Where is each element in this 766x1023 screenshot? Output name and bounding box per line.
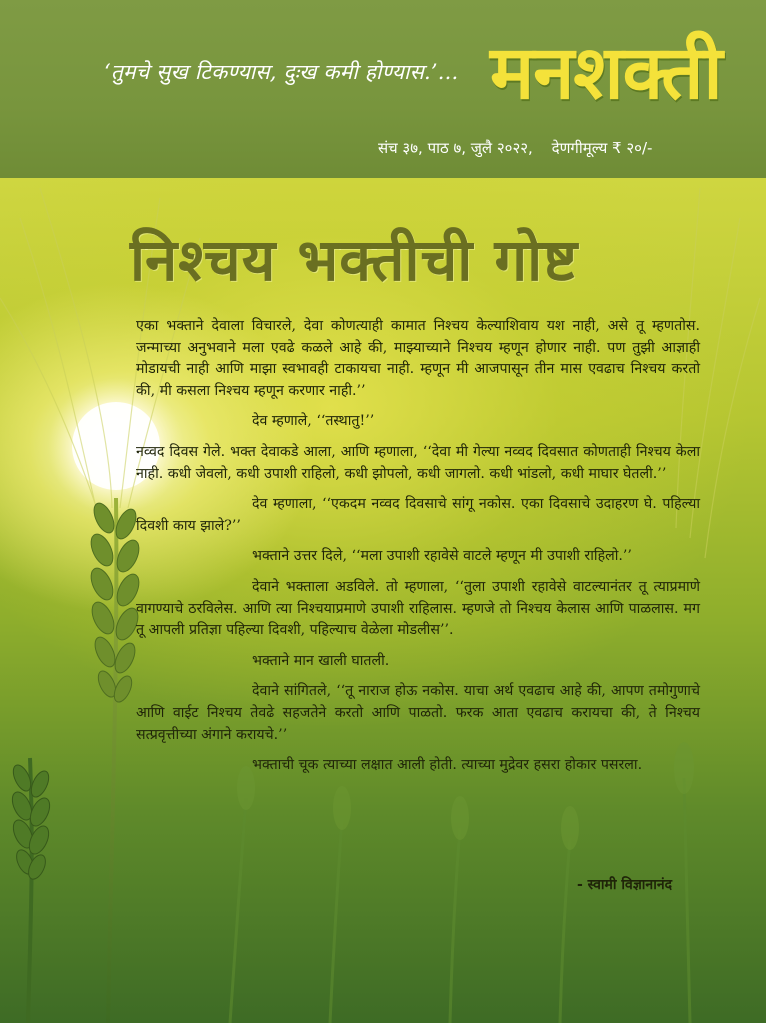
paragraph: देव म्हणाला, ‘‘एकदम नव्वद दिवसाचे सांगू नकोस. एका दिवसाचे उदाहरण घे. पहिल्या दिवशी काय झाले?’’ bbox=[136, 496, 700, 534]
issue-info bbox=[378, 138, 758, 158]
article-body bbox=[136, 316, 700, 786]
cover-image bbox=[0, 178, 766, 1023]
paragraph: भक्ताची चूक त्याच्या लक्षात आली होती. त्याच्या मुद्रेवर हसरा होकार पसरला. bbox=[252, 757, 643, 774]
article-headline: निश्चय भक्तीची गोष्ट bbox=[130, 226, 579, 294]
paragraph: भक्ताने उत्तर दिले, ‘‘मला उपाशी रहावेसे वाटले म्हणून मी उपाशी राहिलो.’’ bbox=[252, 548, 632, 565]
paragraph: भक्ताने मान खाली घातली. bbox=[252, 652, 390, 669]
magazine-title: मनशक्ती bbox=[490, 30, 722, 116]
tagline: ‘तुमचे सुख टिकण्यास, दुःख कमी होण्यास.’... bbox=[104, 60, 459, 84]
wheat-stem-main bbox=[108, 498, 116, 1023]
paragraph: नव्वद दिवस गेले. भक्त देवाकडे आला, आणि म्हणाला, ‘‘देवा मी गेल्या नव्वद दिवसात कोणताही निश्चय केला नाही. कधी जेवलो, कधी उपाशी राहिलो, कधी झोपलो, कधी जागलो. कधी भांडलो, कधी माघार घेतली.’’ bbox=[136, 443, 700, 482]
donation-price: देणगीमूल्य ₹ २०/- bbox=[551, 139, 653, 157]
paragraph: देव म्हणाले, ‘‘तस्थातु!’’ bbox=[252, 413, 375, 430]
author-signature: - स्वामी विज्ञानानंद bbox=[577, 877, 673, 893]
paragraph: एका भक्ताने देवाला विचारले, देवा कोणत्याही कामात निश्चय केल्याशिवाय यश नाही, असे तू म्हणतोस. जन्माच्या अनुभवाने मला एवढे कळले आहे की, माझ्याच्याने निश्चय म्हणून होणार नाही. पण तुझी आज्ञाही मोडायची नाही आणि माझा स्वभावही टाकायचा नाही. म्हणून मी आजपासून तीन मास एवढाच निश्चय करतो की, मी कसला निश्चय म्हणून करणार नाही.’’ bbox=[136, 318, 700, 399]
masthead-banner bbox=[0, 0, 766, 178]
issue-number: संच ३७, पाठ ७, जुलै २०२२, bbox=[378, 139, 533, 157]
paragraph: देवाने सांगितले, ‘‘तू नाराज होऊ नकोस. याचा अर्थ एवढाच आहे की, आपण तमोगुणाचे आणि वाईट निश्चय तेवढे सहजतेने करतो आणि पाळतो. फरक आता एवढाच करायचा की, ते निश्चय सत्प्रवृत्तीच्या अंगाने करायचे.’’ bbox=[136, 683, 700, 743]
paragraph: देवाने भक्ताला अडविले. तो म्हणाला, ‘‘तुला उपाशी रहावेसे वाटल्यानंतर तू त्याप्रमाणे वागण्याचे ठरविलेस. आणि त्या निश्चयाप्रमाणे उपाशी राहिलास. म्हणजे तो निश्चय केलास आणि पाळलास. मग तू आपली प्रतिज्ञा पहिल्या दिवशी, पहिल्याच वेळेला मोडलीस’’. bbox=[136, 578, 700, 639]
wheat-stem-left bbox=[28, 758, 32, 1023]
